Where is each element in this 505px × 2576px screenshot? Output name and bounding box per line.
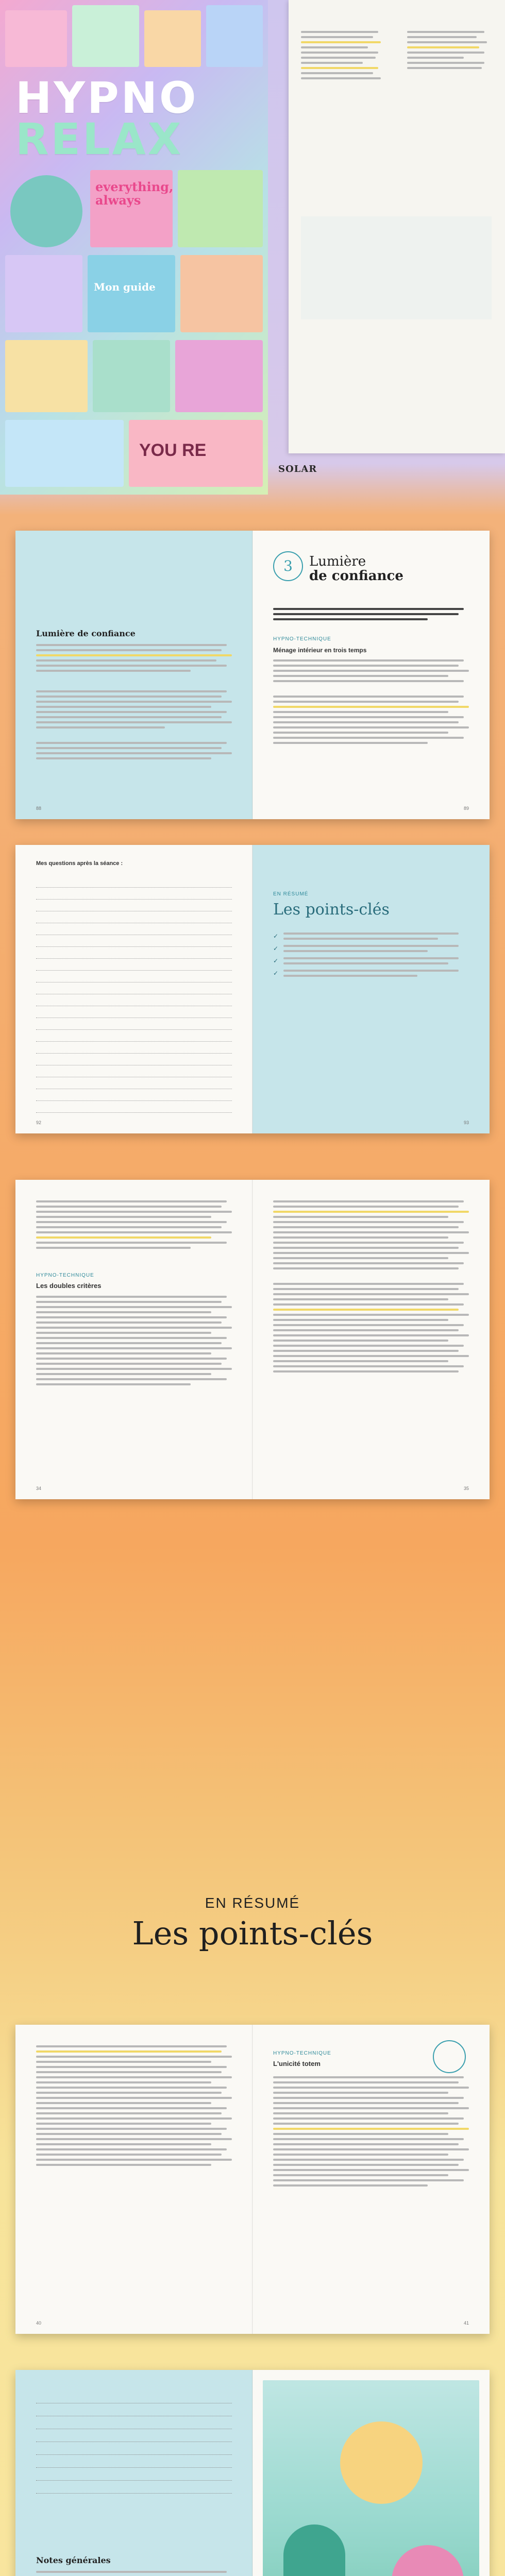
- question-head: Mes questions après la séance :: [36, 860, 123, 867]
- chapter-title-line2: de confiance: [309, 568, 403, 584]
- section-title: Les doubles critères: [36, 1282, 102, 1290]
- decorative-circle-icon: [433, 2040, 466, 2073]
- page-number: 92: [36, 1120, 42, 1125]
- summary-title: Les points-clés: [273, 901, 390, 919]
- text-block: [36, 644, 232, 675]
- book-cover-collage: [0, 0, 268, 495]
- collage-tile: [5, 340, 88, 412]
- publisher-logo: [278, 464, 381, 482]
- collage-tile: [206, 5, 263, 67]
- text-block: [36, 690, 232, 732]
- section-subhead: Ménage intérieur en trois temps: [273, 647, 367, 654]
- text-block: [36, 2571, 232, 2576]
- collage-tile: [129, 420, 263, 487]
- key-point: [273, 957, 469, 964]
- text-block: [273, 608, 469, 623]
- publisher-logo-text: SOLAR: [278, 464, 317, 474]
- chapter-number-circle: 3: [273, 551, 303, 581]
- page-number: 34: [36, 1486, 42, 1491]
- text-block: [273, 1200, 469, 1273]
- spread1-right-page: [252, 531, 490, 819]
- collage-tile: [178, 170, 263, 247]
- page-number: 93: [463, 1120, 469, 1125]
- figure-shape: [392, 2545, 464, 2576]
- summary-small-head: EN RÉSUMÉ: [273, 891, 309, 897]
- spread2-right-page: [252, 845, 490, 1133]
- chapter-title-line1: Lumière: [309, 554, 366, 569]
- book-spread-2: [15, 845, 490, 1133]
- page-number: 40: [36, 2320, 42, 2326]
- summary-banner: [0, 1880, 505, 1984]
- spread3-right-page: [252, 1180, 490, 1499]
- book-spread-5: [15, 2370, 490, 2576]
- page-number: 41: [463, 2320, 469, 2326]
- page-number: 35: [463, 1486, 469, 1491]
- spread4-right-page: [252, 2025, 490, 2334]
- collage-tile: [88, 255, 175, 332]
- teal-panel: [15, 531, 252, 819]
- collage-tile: [5, 420, 124, 487]
- notes-box-title: Notes générales: [36, 2555, 111, 2565]
- collage-tile: [5, 255, 82, 332]
- spread1-left-page: [15, 531, 252, 819]
- key-points-list: [273, 933, 469, 982]
- collage-tile: [90, 170, 173, 247]
- hero-section: [0, 0, 505, 495]
- book-spread-4: [15, 2025, 490, 2334]
- section-head: HYPNO-TECHNIQUE: [273, 636, 331, 642]
- page-number: 89: [463, 806, 469, 811]
- tile-words-2: always: [95, 193, 141, 208]
- section-head: HYPNO-TECHNIQUE: [36, 1273, 94, 1278]
- cover-title-line2: RELAX: [15, 114, 183, 164]
- checkmark-icon: ✓: [273, 970, 279, 977]
- writing-lines: [36, 876, 232, 1113]
- cover-title-line1: HYPNO: [15, 73, 198, 123]
- collage-tile: [93, 340, 170, 412]
- text-block: [273, 696, 469, 747]
- tile-words-1: everything,: [95, 179, 174, 194]
- collage-tile: [175, 340, 263, 412]
- spread5-right-page: [252, 2370, 490, 2576]
- text-block: [36, 1200, 232, 1252]
- text-block: [36, 742, 232, 762]
- sun-shape: [340, 2421, 423, 2504]
- banner-big-title: Les points-clés: [132, 1914, 373, 1952]
- spread2-left-page: [15, 845, 252, 1133]
- spread1-box-title: Lumière de confiance: [36, 629, 136, 638]
- cover-title: [15, 73, 198, 164]
- spread5-left-page: [15, 2370, 252, 2576]
- tile-words-4: YOU RE: [139, 440, 207, 460]
- spread4-left-page: [15, 2025, 252, 2334]
- key-point: [273, 933, 469, 940]
- text-block: [36, 2045, 232, 2169]
- collage-tile: [5, 10, 67, 67]
- checkmark-icon: ✓: [273, 933, 279, 940]
- illustration: [263, 2380, 479, 2576]
- text-block: [273, 659, 469, 685]
- section-head: HYPNO-TECHNIQUE: [273, 2050, 331, 2056]
- text-column: [407, 31, 490, 72]
- key-point: [273, 945, 469, 952]
- checkmark-icon: ✓: [273, 945, 279, 952]
- chapter-title: [309, 554, 403, 583]
- collage-circle-badge: [10, 175, 82, 247]
- collage-tile: [72, 5, 139, 67]
- text-block: [301, 216, 492, 319]
- section-title: L'unicité totem: [273, 2060, 321, 2067]
- spread3-left-page: [15, 1180, 252, 1499]
- open-book-preview: [289, 0, 505, 453]
- checkmark-icon: ✓: [273, 957, 279, 964]
- banner-small-title: EN RÉSUMÉ: [205, 1895, 300, 1911]
- text-block: [273, 1283, 469, 1376]
- page-number: 88: [36, 806, 42, 811]
- book-spread-3: [15, 1180, 490, 1499]
- plant-shape: [283, 2524, 345, 2576]
- tile-words-3: Mon guide: [94, 281, 156, 293]
- key-point: [273, 970, 469, 977]
- text-column: [301, 31, 383, 82]
- collage-tile: [144, 10, 201, 67]
- collage-tile: [180, 255, 263, 332]
- text-block: [36, 1296, 232, 1388]
- teal-panel: [252, 845, 490, 1133]
- writing-lines: [36, 2391, 232, 2494]
- text-block: [273, 2076, 469, 2190]
- book-spread-1: [15, 531, 490, 819]
